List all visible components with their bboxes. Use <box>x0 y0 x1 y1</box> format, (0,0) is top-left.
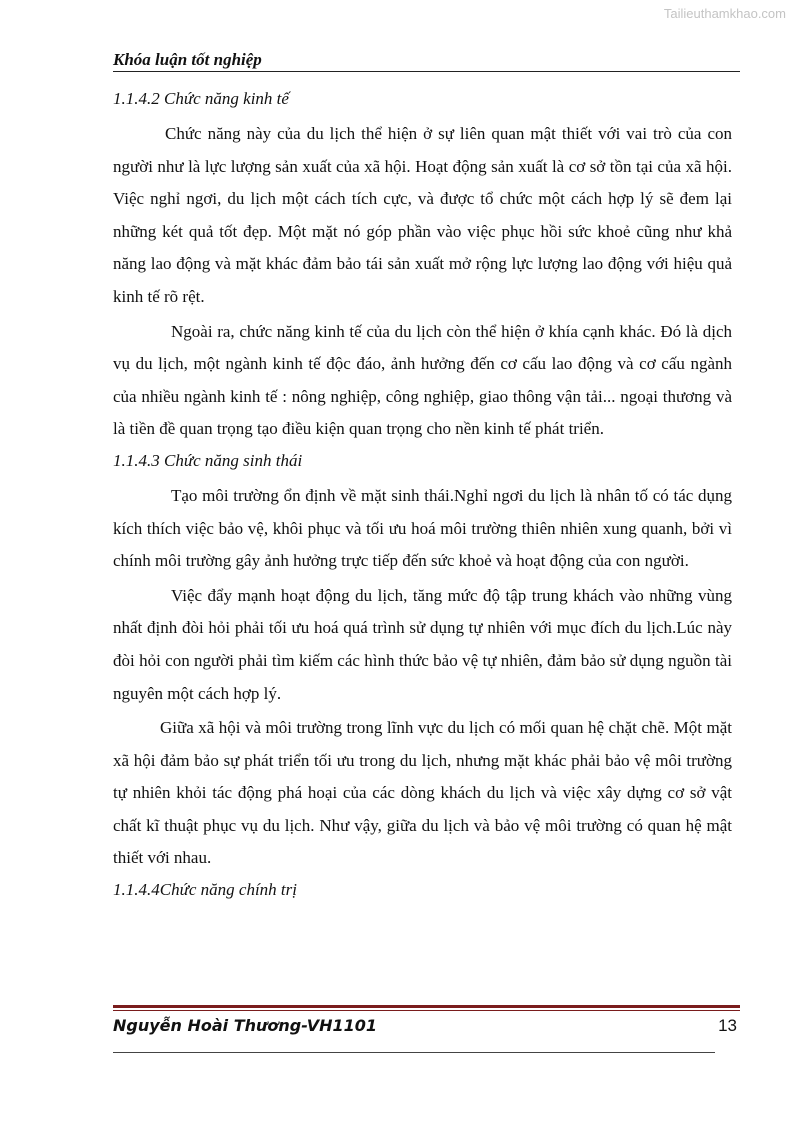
paragraph: Tạo môi trường ổn định về mặt sinh thái.Nghỉ ngơi du lịch là nhân tố có tác dụng kích thích việc bảo vệ, khôi phục và tối ưu hoá môi trường thiên nhiên xung quanh, bởi vì chính môi trường gây ảnh hưởng trực tiếp đến sức khoẻ và hoạt động của con người. <box>113 485 732 571</box>
footer-divider-thick <box>113 1005 740 1008</box>
header-divider <box>113 71 740 72</box>
watermark: Tailieuthamkhao.com <box>663 6 786 21</box>
document-header-title: Khóa luận tốt nghiệp <box>113 50 262 69</box>
paragraph: Ngoài ra, chức năng kinh tế của du lịch còn thể hiện ở khía cạnh khác. Đó là dịch vụ du lịch, một ngành kinh tế độc đáo, ảnh hưởng đến cơ cấu lao động và cơ cấu ngành của nhiều ngành kinh tế : nông nghiệp, công nghiệp, giao thông vận tải... ngoại thương và là tiền đề quan trọng tạo điều kiện quan trọng cho nền kinh tế phát triển. <box>113 321 732 439</box>
footer-author: Nguyễn Hoài Thương-VH1101 <box>113 1016 378 1035</box>
section-heading-political: 1.1.4.4Chức năng chính trị <box>113 880 297 900</box>
paragraph: Việc đẩy mạnh hoạt động du lịch, tăng mức độ tập trung khách vào những vùng nhất định đòi hỏi phải tối ưu hoá quá trình sử dụng tự nhiên với mục đích du lịch.Lúc này đòi hỏi con người phải tìm kiếm các hình thức bảo vệ tự nhiên, đảm bảo sử dụng nguồn tài nguyên một cách hợp lý. <box>113 585 732 703</box>
paragraph: Chức năng này của du lịch thể hiện ở sự liên quan mật thiết với vai trò của con người như là lực lượng sản xuất của xã hội. Hoạt động sản xuất là cơ sở tồn tại của xã hội. Việc nghỉ ngơi, du lịch một cách tích cực, và được tổ chức một cách hợp lý sẽ đem lại những két quả tốt đẹp. Một mặt nó góp phần vào việc phục hồi sức khoẻ cũng như khả năng lao động và mặt khác đảm bảo tái sản xuất mở rộng lực lượng lao động với hiệu quả kinh tế rõ rệt. <box>113 124 732 306</box>
paragraph: Giữa xã hội và môi trường trong lĩnh vực du lịch có mối quan hệ chặt chẽ. Một mặt xã hội đảm bảo sự phát triển tối ưu trong du lịch, nhưng mặt khác phải bảo vệ môi trường tự nhiên khỏi tác động phá hoại của các dòng khách du lịch và việc xây dựng cơ sở vật chất kĩ thuật phục vụ du lịch. Như vậy, giữa du lịch và bảo vệ môi trường có quan hệ mật thiết với nhau. <box>113 718 732 868</box>
footer-bottom-divider <box>113 1052 715 1053</box>
page-number: 13 <box>718 1016 737 1035</box>
section-heading-economic: 1.1.4.2 Chức năng kinh tế <box>113 89 289 108</box>
section-heading-ecological: 1.1.4.3 Chức năng sinh thái <box>113 450 303 470</box>
page-body <box>113 86 732 909</box>
footer-divider-thin <box>113 1010 740 1011</box>
